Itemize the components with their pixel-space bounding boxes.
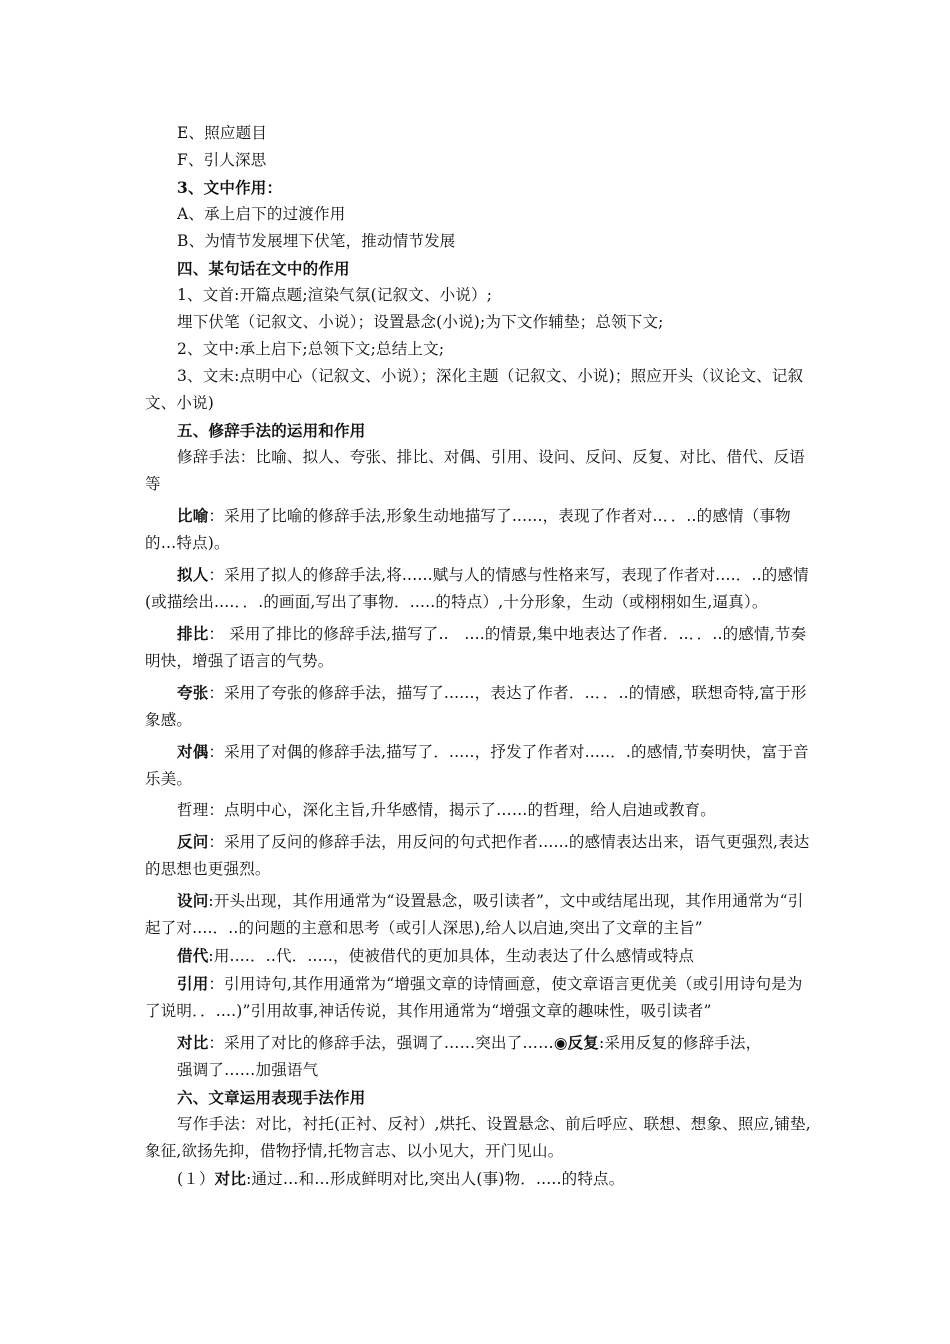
kuazhang-term: 夸张 — [177, 683, 209, 702]
biyu-term: 比喻 — [177, 506, 209, 525]
line-a-text: A、承上启下的过渡作用 — [177, 205, 346, 223]
line-a — [145, 201, 815, 228]
heading-4 — [145, 255, 815, 282]
line-b — [145, 228, 815, 255]
biyu-paragraph — [145, 502, 815, 557]
niren-text: ：采用了拟人的修辞手法,将......赋与人的情感与性格来写，表现了作者对....．..的感情(或描绘出....．．.的画面,写出了事物．.....的特点）,十分形象，生动（或栩栩如生,逼真）。 — [145, 566, 809, 611]
item-1-term: 对比 — [214, 1169, 247, 1188]
kuazhang-paragraph — [145, 679, 815, 734]
line-e — [145, 120, 815, 147]
heading-3 — [145, 174, 815, 201]
rhetoric-list-text: 修辞手法：比喻、拟人、夸张、排比、对偶、引用、设问、反问、反复、对比、借代、反语等 — [145, 448, 806, 493]
shewen-paragraph — [145, 887, 815, 942]
fanwen-text: ：采用了反问的修辞手法，用反问的句式把作者......的感情表达出来，语气更强烈,表达的思想也更强烈。 — [145, 833, 810, 878]
shewen-text: :开头出现，其作用通常为“设置悬念，吸引读者”，文中或结尾出现，其作用通常为“引起了对....．..的问题的主意和思考（或引人深思),给人以启迪,突出了文章的主旨” — [145, 892, 804, 937]
fanfu-marker: ◉ — [553, 1034, 568, 1052]
heading-6-text: 六、文章运用表现手法作用 — [177, 1088, 366, 1107]
line-3-text: 3、文末:点明中心（记叙文、小说）；深化主题（记叙文、小说)；照应开头（议论文、记叙文、小说) — [145, 367, 804, 412]
line-f — [145, 147, 815, 174]
duibi-text: ：采用了对比的修辞手法，强调了……突出了…… — [208, 1034, 554, 1052]
shewen-term: 设问 — [177, 891, 209, 910]
xiezuo-text: 写作手法：对比，衬托(正衬、反衬）,烘托、设置悬念、前后呼应、联想、想象、照应,铺垫,象征,欲扬先抑，借物抒情,托物言志、以小见大，开门见山。 — [145, 1115, 811, 1160]
fanfu-term: 反复 — [567, 1033, 599, 1052]
duiou-text: ：采用了对偶的修辞手法,描写了．.....，抒发了作者对.....．.的感情,节奏明快，富于音乐美。 — [145, 743, 809, 788]
line-1-text: 1、文首:开篇点题;渲染气氛(记叙文、小说）; — [177, 286, 493, 304]
line-1b-text: 埋下伏笔（记叙文、小说）；设置悬念(小说);为下文作辅垫；总领下文; — [177, 313, 664, 331]
fanfu-continuation — [145, 1057, 815, 1084]
line-e-text: E、照应题目 — [177, 124, 268, 142]
heading-4-text: 四、某句话在文中的作用 — [177, 259, 350, 278]
line-3 — [145, 363, 815, 417]
biyu-text: ：采用了比喻的修辞手法,形象生动地描写了......，表现了作者对..．．..的感情（事物的…特点)。 — [145, 507, 791, 552]
line-b-text: B、为情节发展埋下伏笔，推动情节发展 — [177, 232, 456, 250]
yinyong-term: 引用 — [177, 974, 209, 993]
yinyong-paragraph — [145, 970, 815, 1025]
jiedai-term: 借代 — [177, 946, 209, 965]
item-1-number: (１） — [177, 1170, 215, 1188]
fanwen-term: 反问 — [177, 832, 209, 851]
niren-paragraph — [145, 561, 815, 616]
yinyong-text: ：引用诗句,其作用通常为“增强文章的诗情画意，使文章语言更优美（或引用诗句是为了说明．．....)”引用故事,神话传说，其作用通常为“增强文章的趣味性，吸引读者” — [145, 975, 803, 1020]
document-body — [145, 120, 815, 1193]
jiedai-paragraph — [145, 942, 815, 970]
paibi-term: 排比 — [177, 624, 209, 643]
line-2-text: 2、文中:承上启下;总领下文;总结上文; — [177, 340, 445, 358]
heading-5 — [145, 417, 815, 444]
item-1-paragraph — [145, 1165, 815, 1193]
fanwen-paragraph — [145, 828, 815, 883]
heading-6 — [145, 1084, 815, 1111]
line-2 — [145, 336, 815, 363]
duiou-term: 对偶 — [177, 742, 209, 761]
xiezuo-paragraph — [145, 1111, 815, 1165]
item-1-text: :通过…和…形成鲜明对比,突出人(事)物．.....的特点。 — [246, 1170, 625, 1188]
paibi-text: ： 采用了排比的修辞手法,描写了.. ....的情景,集中地表达了作者．..．．..的感情,节奏明快，增强了语言的气势。 — [145, 625, 807, 670]
rhetoric-list — [145, 444, 815, 498]
line-1b — [145, 309, 815, 336]
duibi-term: 对比 — [177, 1033, 209, 1052]
paibi-paragraph — [145, 620, 815, 675]
fanfu-text: :采用反复的修辞手法， — [598, 1034, 762, 1052]
kuazhang-text: ：采用了夸张的修辞手法，描写了......，表达了作者．..．．..的情感，联想奇特,富于形象感。 — [145, 684, 807, 729]
zheli-paragraph — [145, 797, 815, 824]
line-f-text: F、引人深思 — [177, 151, 267, 169]
heading-5-text: 五、修辞手法的运用和作用 — [177, 421, 366, 440]
fanfu-continuation-text: 强调了……加强语气 — [177, 1061, 319, 1079]
heading-3-text: 3、文中作用： — [177, 178, 283, 197]
duibi-paragraph — [145, 1029, 815, 1057]
duiou-paragraph — [145, 738, 815, 793]
zheli-text: 哲理：点明中心，深化主旨,升华感情，揭示了……的哲理，给人启迪或教育。 — [177, 801, 716, 819]
niren-term: 拟人 — [177, 565, 209, 584]
line-1 — [145, 282, 815, 309]
jiedai-text: :用....．..代．.....，使被借代的更加具体，生动表达了什么感情或特点 — [208, 947, 695, 965]
